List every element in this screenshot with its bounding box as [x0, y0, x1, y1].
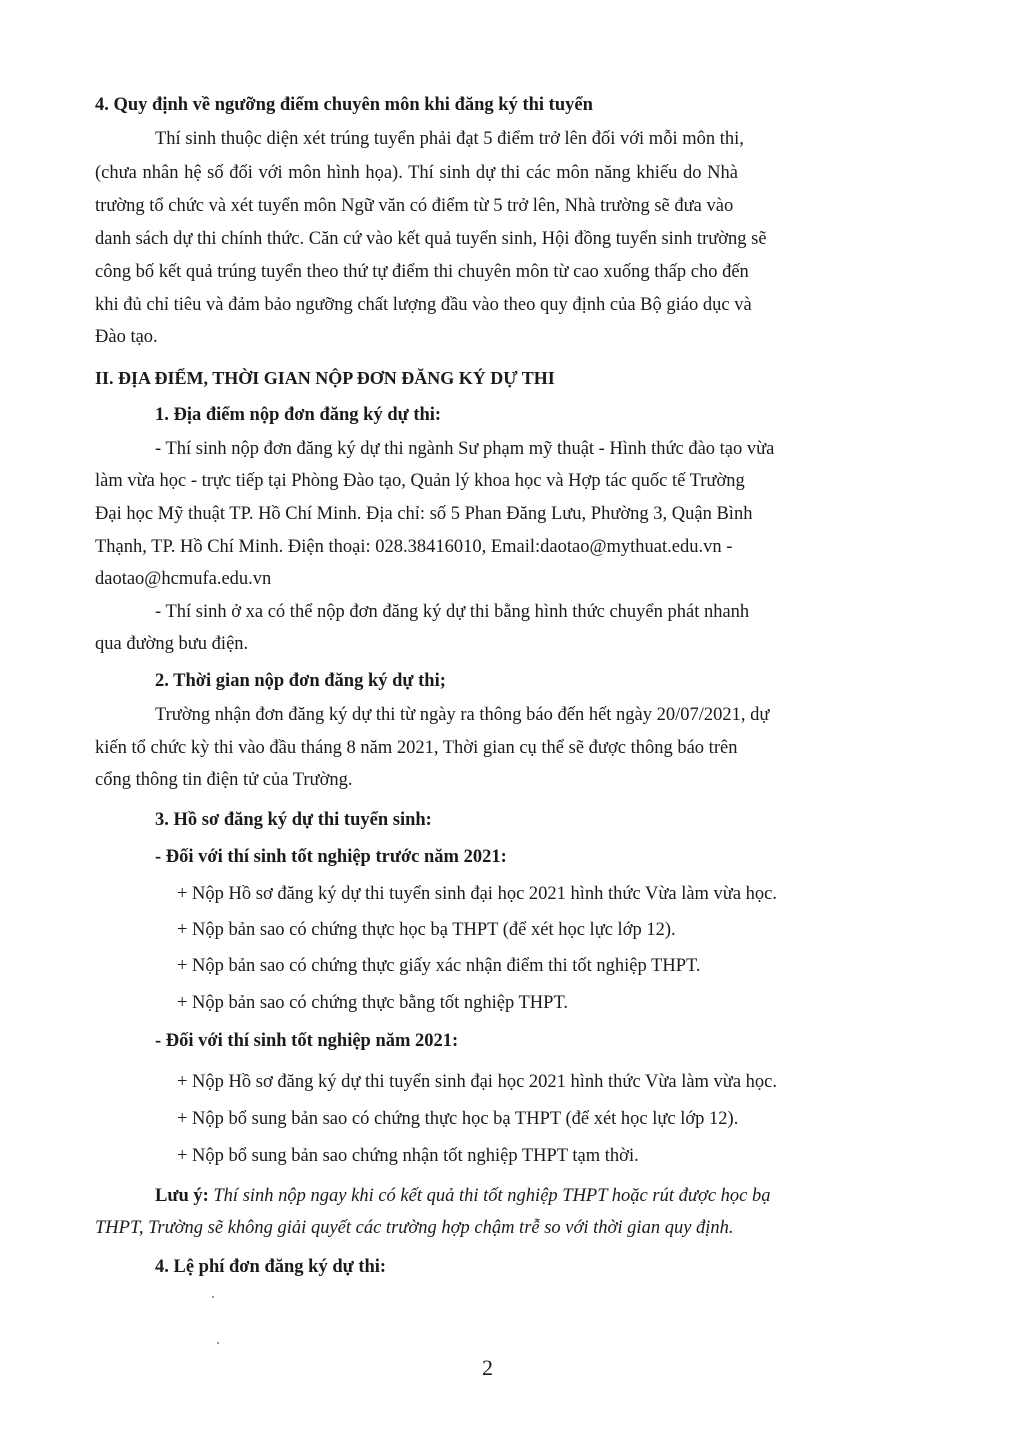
section-4-heading: 4. Quy định về ngưỡng điểm chuyên môn khi đăng ký thi tuyển — [95, 95, 593, 115]
section-ii-heading: II. ĐỊA ĐIỂM, THỜI GIAN NỘP ĐƠN ĐĂNG KÝ DỰ THI — [95, 368, 555, 388]
group-b-item-3: + Nộp bổ sung bản sao chứng nhận tốt nghiệp THPT tạm thời. — [177, 1146, 639, 1166]
note-text-1: Thí sinh nộp ngay khi có kết quả thi tốt nghiệp THPT hoặc rút được học bạ — [213, 1186, 771, 1206]
group-b-item-1: + Nộp Hồ sơ đăng ký dự thi tuyển sinh đại học 2021 hình thức Vừa làm vừa học. — [177, 1072, 778, 1092]
section-4-line-7: Đào tạo. — [95, 327, 158, 347]
scan-speck — [212, 1296, 214, 1298]
section-4-line-1: Thí sinh thuộc diện xét trúng tuyển phải đạt 5 điểm trở lên đối với mỗi môn thi, — [155, 129, 744, 149]
sub-1-p1-line-2: làm vừa học - trực tiếp tại Phòng Đào tạo, Quản lý khoa học và Hợp tác quốc tế Trường — [95, 471, 745, 491]
group-a-item-3: + Nộp bản sao có chứng thực giấy xác nhận điểm thi tốt nghiệp THPT. — [177, 956, 701, 976]
group-a-heading: - Đối với thí sinh tốt nghiệp trước năm 2021: — [155, 847, 507, 867]
sub-1-heading: 1. Địa điểm nộp đơn đăng ký dự thi: — [155, 405, 442, 425]
section-4-line-2: (chưa nhân hệ số đối với môn hình họa). Thí sinh dự thi các môn năng khiếu do Nhà — [95, 163, 738, 183]
sub-1-p1-line-3: Đại học Mỹ thuật TP. Hồ Chí Minh. Địa chỉ: số 5 Phan Đăng Lưu, Phường 3, Quận Bình — [95, 504, 753, 524]
sub-2-heading: 2. Thời gian nộp đơn đăng ký dự thi; — [155, 671, 446, 691]
sub-2-line-1: Trường nhận đơn đăng ký dự thi từ ngày ra thông báo đến hết ngày 20/07/2021, dự — [155, 705, 770, 725]
group-a-item-2: + Nộp bản sao có chứng thực học bạ THPT (để xét học lực lớp 12). — [177, 920, 676, 940]
note-line-1 — [155, 1184, 771, 1208]
section-4-line-6: khi đủ chỉ tiêu và đảm bảo ngưỡng chất lượng đầu vào theo quy định của Bộ giáo dục và — [95, 295, 752, 315]
note-line-2: THPT, Trường sẽ không giải quyết các trường hợp chậm trễ so với thời gian quy định. — [95, 1218, 734, 1238]
section-4-line-5: công bố kết quả trúng tuyển theo thứ tự điểm thi chuyên môn từ cao xuống thấp cho đến — [95, 262, 749, 282]
group-a-item-4: + Nộp bản sao có chứng thực bằng tốt nghiệp THPT. — [177, 993, 569, 1013]
section-4-line-3: trường tổ chức và xét tuyển môn Ngữ văn có điểm từ 5 trở lên, Nhà trường sẽ đưa vào — [95, 196, 734, 216]
page-number: 2 — [482, 1355, 493, 1380]
sub-1-p1-line-4: Thạnh, TP. Hồ Chí Minh. Điện thoại: 028.38416010, Email:daotao@mythuat.edu.vn - — [95, 537, 733, 557]
sub-1-p2-line-1: - Thí sinh ở xa có thể nộp đơn đăng ký dự thi bằng hình thức chuyển phát nhanh — [155, 602, 750, 622]
sub-2-line-3: cổng thông tin điện tử của Trường. — [95, 770, 353, 790]
sub-3-heading: 3. Hồ sơ đăng ký dự thi tuyển sinh: — [155, 810, 432, 830]
note-label: Lưu ý: — [155, 1186, 209, 1206]
sub-1-p2-line-2: qua đường bưu điện. — [95, 634, 249, 654]
scan-speck — [217, 1342, 219, 1344]
sub-2-line-2: kiến tổ chức kỳ thi vào đầu tháng 8 năm 2021, Thời gian cụ thể sẽ được thông báo trên — [95, 738, 738, 758]
sub-1-p1-line-5: daotao@hcmufa.edu.vn — [95, 569, 272, 589]
section-4-line-4: danh sách dự thi chính thức. Căn cứ vào kết quả tuyển sinh, Hội đồng tuyển sinh trường sẽ — [95, 229, 767, 249]
group-a-item-1: + Nộp Hồ sơ đăng ký dự thi tuyển sinh đại học 2021 hình thức Vừa làm vừa học. — [177, 884, 778, 904]
sub-4-heading: 4. Lệ phí đơn đăng ký dự thi: — [155, 1257, 387, 1277]
group-b-heading: - Đối với thí sinh tốt nghiệp năm 2021: — [155, 1031, 459, 1051]
group-b-item-2: + Nộp bổ sung bản sao có chứng thực học bạ THPT (để xét học lực lớp 12). — [177, 1109, 739, 1129]
sub-1-p1-line-1: - Thí sinh nộp đơn đăng ký dự thi ngành Sư phạm mỹ thuật - Hình thức đào tạo vừa — [155, 439, 775, 459]
